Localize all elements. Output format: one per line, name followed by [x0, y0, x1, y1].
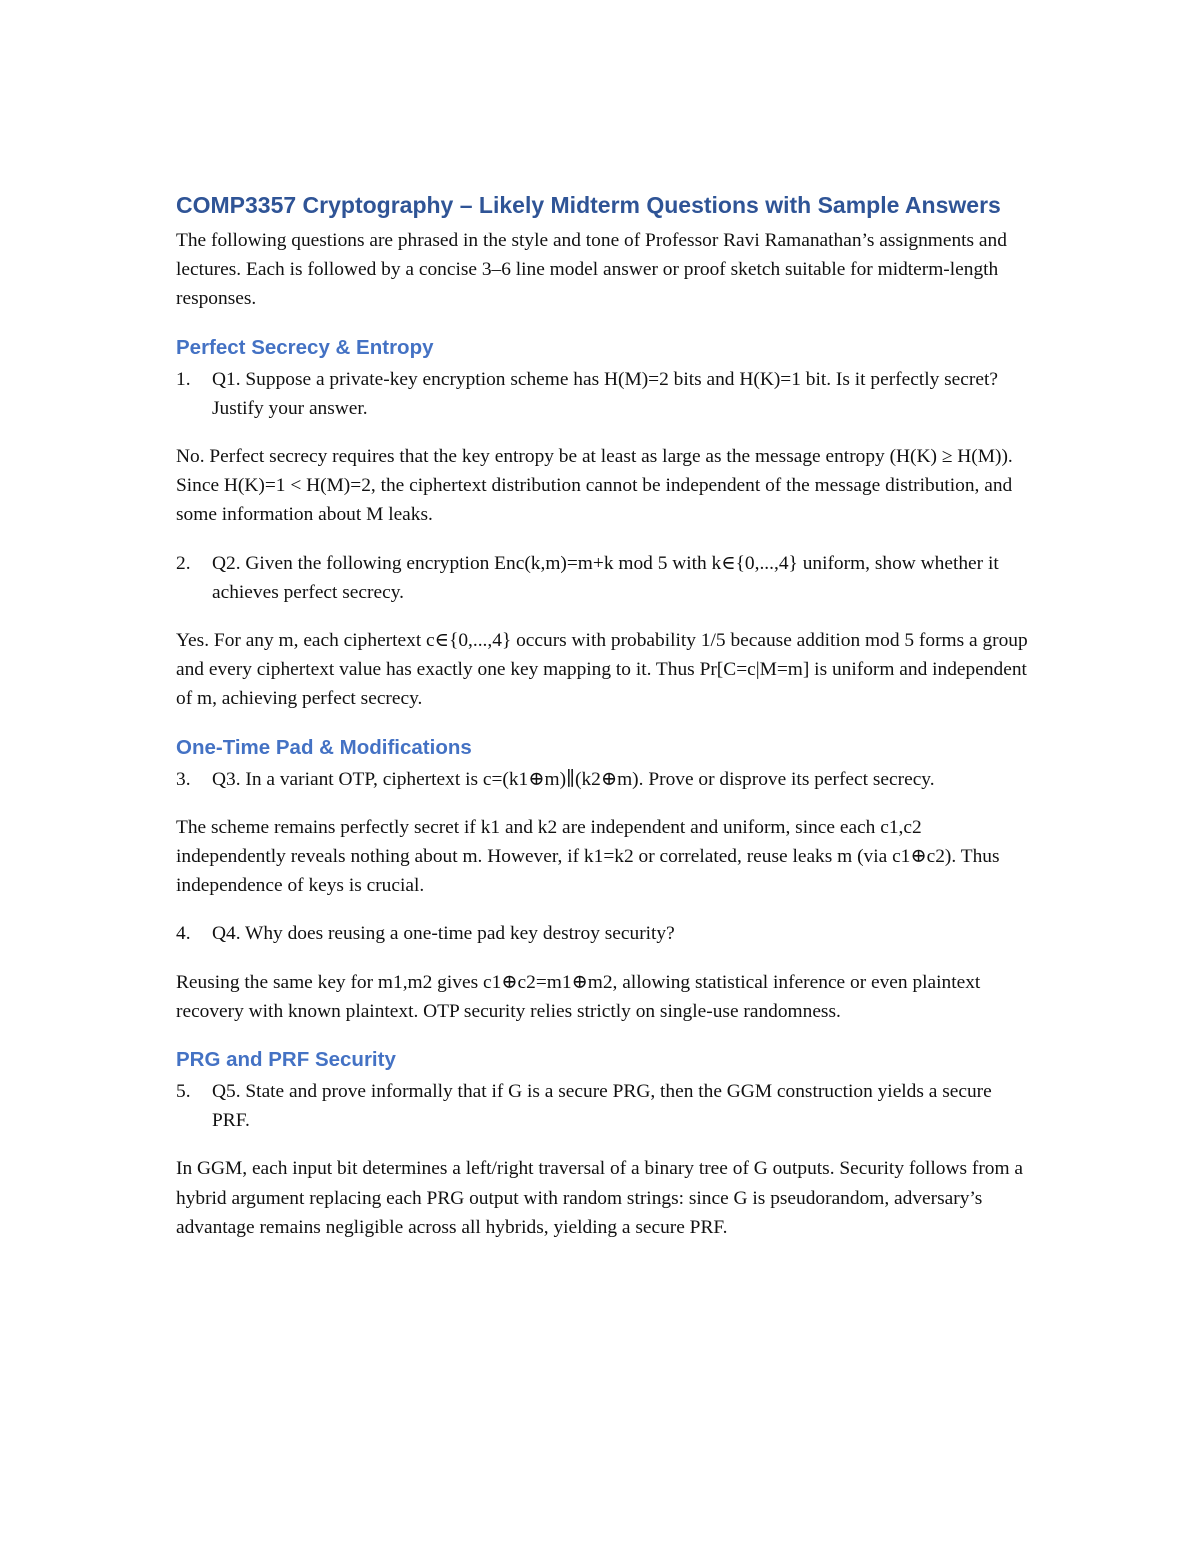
- question-item: [176, 365, 1028, 423]
- answer-paragraph: The scheme remains perfectly secret if k1 and k2 are independent and uniform, since each c1,c2 independently reveals nothing about m. However, if k1=k2 or correlated, reuse leaks m (via c1⊕c2). Thus independence of keys is crucial.: [176, 816, 1000, 897]
- question-item: [176, 549, 1028, 607]
- section-heading-perfect-secrecy: Perfect Secrecy & Entropy: [176, 335, 434, 359]
- question-text: Q5. State and prove informally that if G is a secure PRG, then the GGM construction yields a secure PRF.: [212, 1081, 992, 1132]
- question-text: Q1. Suppose a private-key encryption scheme has H(M)=2 bits and H(K)=1 bit. Is it perfectly secret? Justify your answer.: [212, 368, 998, 419]
- answer-paragraph: In GGM, each input bit determines a left/right traversal of a binary tree of G outputs. Security follows from a hybrid argument replacing each PRG output with random strings: since G is pseudorandom, adversary’s advantage remains negligible across all hybrids, yielding a secure PRF.: [176, 1158, 1024, 1238]
- question-item: [176, 1077, 1028, 1135]
- answer-paragraph: Yes. For any m, each ciphertext c∈{0,...,4} occurs with probability 1/5 because addition mod 5 forms a group and every ciphertext value has exactly one key mapping to it. Thus Pr[C=c|M=m] is uniform and independent of m, achieving perfect secrecy.: [176, 630, 1028, 710]
- document-page: [176, 186, 1028, 1261]
- intro-paragraph: The following questions are phrased in the style and tone of Professor Ravi Ramanathan’s assignments and lectures. Each is followed by a concise 3–6 line model answer or proof sketch suitable for midterm-length responses.: [176, 230, 1007, 310]
- question-number: 3.: [176, 768, 191, 790]
- answer-paragraph: Reusing the same key for m1,m2 gives c1⊕c2=m1⊕m2, allowing statistical inference or even plaintext recovery with known plaintext. OTP security relies strictly on single-use randomness.: [176, 971, 981, 1022]
- section-heading-one-time-pad: One-Time Pad & Modifications: [176, 735, 472, 759]
- question-number: 4.: [176, 923, 191, 945]
- question-item: [176, 765, 1028, 794]
- question-text: Q3. In a variant OTP, ciphertext is c=(k1⊕m)∥(k2⊕m). Prove or disprove its perfect secrecy.: [212, 768, 935, 790]
- question-text: Q2. Given the following encryption Enc(k,m)=m+k mod 5 with k∈{0,...,4} uniform, show whether it achieves perfect secrecy.: [212, 552, 999, 603]
- section-heading-prg-prf: PRG and PRF Security: [176, 1048, 396, 1072]
- question-number: 5.: [176, 1081, 191, 1103]
- question-text: Q4. Why does reusing a one-time pad key destroy security?: [212, 923, 675, 945]
- answer-paragraph: No. Perfect secrecy requires that the key entropy be at least as large as the message entropy (H(K) ≥ H(M)). Since H(K)=1 < H(M)=2, the ciphertext distribution cannot be independent of the message distribution, and some information about M leaks.: [176, 446, 1013, 526]
- document-title: COMP3357 Cryptography – Likely Midterm Questions with Sample Answers: [176, 192, 1001, 218]
- question-item: [176, 919, 1028, 948]
- question-number: 2.: [176, 552, 191, 574]
- question-number: 1.: [176, 368, 191, 390]
